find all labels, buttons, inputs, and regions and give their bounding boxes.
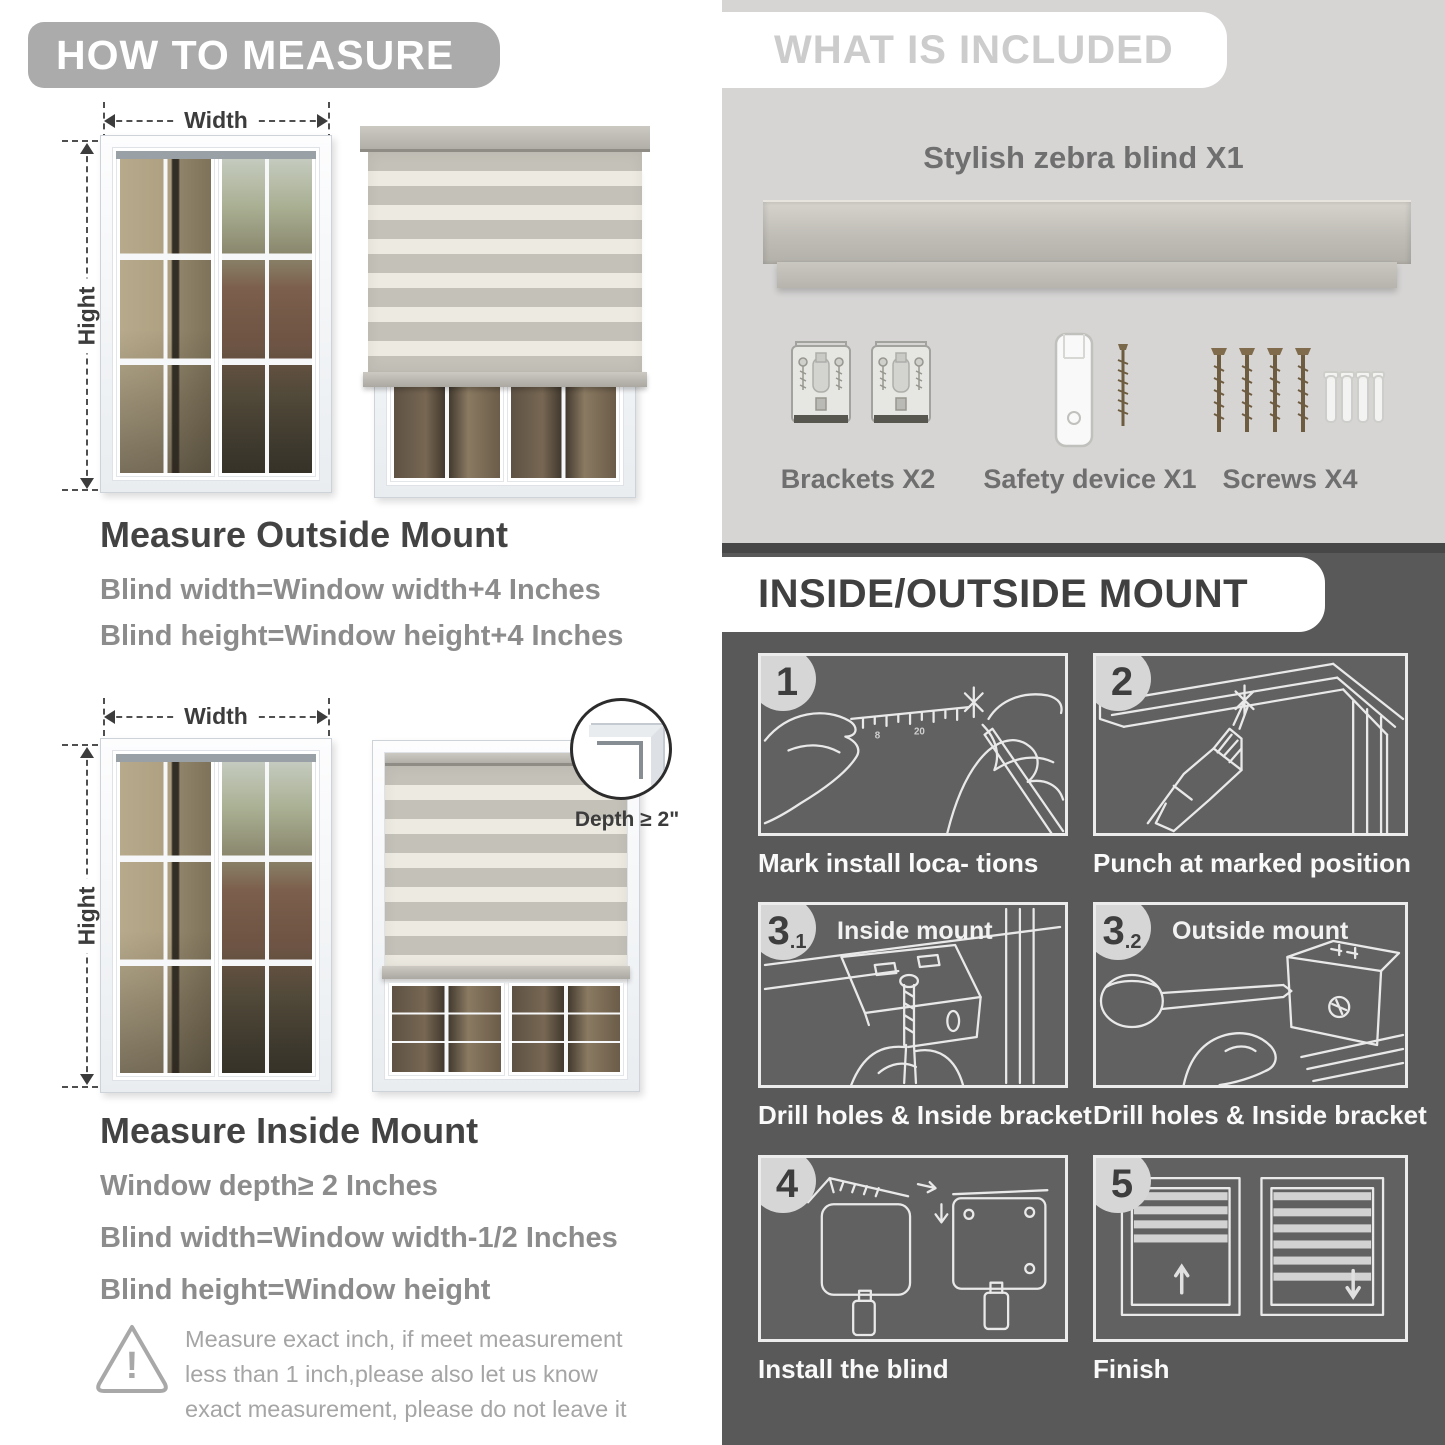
brackets-label: Brackets X2	[780, 464, 936, 494]
step-panel	[758, 653, 1068, 836]
blind-bottom-rail	[363, 372, 647, 387]
width-tick-right	[328, 698, 330, 736]
window-sash	[219, 755, 316, 1076]
window-sash	[509, 983, 624, 1075]
blind-fabric	[385, 766, 627, 966]
blind-cassette	[360, 126, 650, 152]
step-number: 2	[1110, 660, 1134, 704]
arrowhead-left-icon	[104, 114, 115, 128]
brackets-image	[788, 338, 934, 436]
svg-text:20: 20	[913, 726, 925, 738]
width-dimension-line	[106, 106, 326, 133]
step-caption: Mark install loca- tions	[758, 848, 1039, 878]
step-number-sub: .1	[789, 931, 807, 953]
what-is-included-title: WHAT IS INCLUDED	[774, 27, 1174, 72]
arrowhead-left-icon	[104, 710, 115, 724]
arrowhead-down-icon	[80, 1074, 94, 1085]
width-label: Width	[174, 107, 258, 134]
step-panel	[758, 902, 1068, 1088]
outside-mount-heading: Measure Outside Mount	[100, 514, 509, 555]
zebra-blind-headrail-image	[763, 200, 1411, 264]
blind-bottom-rail	[382, 966, 630, 979]
inside-mount-line: Window depth≥ 2 Inches	[100, 1170, 438, 1202]
window-illustration-outside	[100, 135, 332, 493]
height-label: Hight	[73, 879, 100, 954]
zebra-blind-valance-image	[777, 262, 1397, 288]
how-to-measure-title: HOW TO MEASURE	[56, 31, 455, 78]
arrowhead-right-icon	[317, 114, 328, 128]
magnifier-depth-detail	[570, 698, 672, 800]
step-caption: Punch at marked position	[1093, 848, 1411, 878]
product-label: Stylish zebra blind X1	[923, 140, 1244, 175]
step-number: 3	[1102, 909, 1125, 953]
inside-outside-mount-banner	[722, 557, 1325, 632]
arrowhead-right-icon	[317, 710, 328, 724]
step-panel	[1093, 1155, 1408, 1342]
bracket-icon	[788, 338, 854, 436]
outside-mount-line: Blind width=Window width+4 Inches	[100, 574, 601, 606]
outside-mount-line: Blind height=Window height+4 Inches	[100, 620, 624, 652]
window-corner-inner-line	[597, 741, 643, 779]
arrowhead-up-icon	[80, 143, 94, 154]
svg-text:!: !	[125, 1345, 139, 1387]
step-number-sub: .2	[1124, 931, 1142, 953]
height-dimension-line	[73, 146, 100, 486]
svg-text:8: 8	[874, 730, 881, 742]
step-caption: Install the blind	[758, 1354, 949, 1384]
step-panel-label: Inside mount	[837, 917, 993, 945]
step-panel	[1093, 653, 1408, 836]
exclamation-triangle-icon	[92, 1320, 172, 1398]
height-label: Hight	[73, 279, 100, 354]
blind-fabric	[368, 152, 642, 372]
depth-label: Depth ≥ 2"	[574, 808, 680, 831]
safety-device-label: Safety device X1	[983, 464, 1197, 494]
window-sash	[389, 983, 504, 1075]
step-panel	[1093, 902, 1408, 1088]
step-number: 1	[775, 660, 799, 704]
step-caption: Drill holes & Inside bracket	[758, 1100, 1092, 1130]
how-to-measure-banner	[28, 22, 500, 88]
step-caption: Drill holes & Inside bracket	[1093, 1100, 1427, 1130]
step-caption: Finish	[1093, 1354, 1170, 1384]
safety-device-image	[1048, 330, 1144, 452]
window-top-rail	[116, 754, 316, 762]
step-number: 5	[1110, 1162, 1134, 1206]
window-sash	[117, 152, 214, 476]
arrowhead-up-icon	[80, 747, 94, 758]
inside-mount-line: Blind width=Window width-1/2 Inches	[100, 1222, 618, 1254]
width-dimension-line	[106, 702, 326, 729]
window-sash	[117, 755, 214, 1076]
anchors-icon	[1324, 372, 1384, 422]
screws-image	[1205, 342, 1385, 446]
window-illustration-inside	[100, 738, 332, 1093]
inside-mount-line: Blind height=Window height	[100, 1274, 491, 1306]
inside-outside-mount-title: INSIDE/OUTSIDE MOUNT	[758, 572, 1249, 616]
step-panel-label: Outside mount	[1172, 917, 1349, 945]
section-divider-strip	[722, 543, 1445, 553]
height-dimension-line	[73, 750, 100, 1082]
what-is-included-banner	[722, 12, 1227, 88]
window-sash	[219, 152, 316, 476]
screws-label: Screws X4	[1222, 464, 1358, 494]
bracket-icon	[868, 338, 934, 436]
step-number: 3	[767, 909, 790, 953]
measurement-warning-text: Measure exact inch, if meet measurement less than 1 inch,please also let us know exact measurement, please do not leave it	[185, 1326, 627, 1422]
step-number: 4	[775, 1162, 799, 1206]
inside-mount-heading: Measure Inside Mount	[100, 1110, 479, 1151]
arrowhead-down-icon	[80, 478, 94, 489]
step-panel	[758, 1155, 1068, 1342]
width-label: Width	[174, 703, 258, 730]
window-top-rail	[116, 151, 316, 159]
